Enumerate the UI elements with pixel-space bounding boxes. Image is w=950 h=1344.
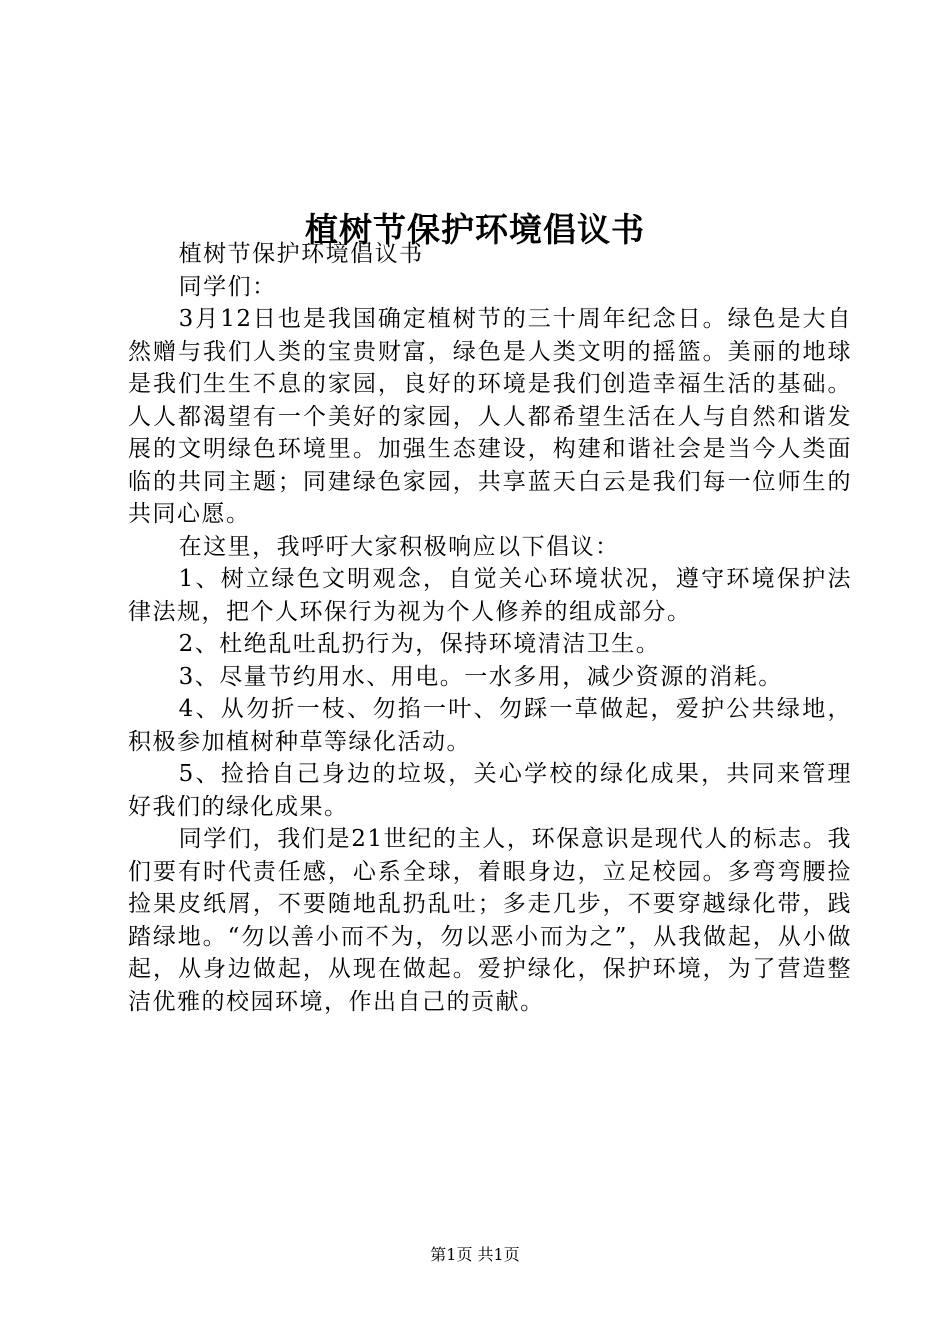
proposal-item-2: 2、杜绝乱吐乱扔行为，保持环境清洁卫生。 [178, 631, 661, 657]
proposal-item-4: 4、从勿折一枝、勿掐一叶、勿踩一草做起，爱护公共绿地，积极参加植树种草等绿化活动。 [128, 696, 852, 755]
page-number-footer: 第1页 共1页 [430, 1245, 520, 1264]
proposal-item-3: 3、尽量节约用水、用电。一水多用，减少资源的消耗。 [178, 663, 783, 690]
closing-paragraph: 同学们，我们是21世纪的主人，环保意识是现代人的标志。我们要有时代责任感，心系全球，着眼身边，立足校园。多弯弯腰捡捡果皮纸屑，不要随地乱扔乱吐；多走几步，不要穿越绿化带，践踏绿地。“勿以善小而不为，勿以恶小而为之”，从我做起，从小做起，从身边做起，从现在做起。爱护绿化，保护环境，为了营造整洁优雅的校园环境，作出自己的贡献。 [128, 826, 852, 1015]
call-to-action-paragraph: 在这里，我呼吁大家积极响应以下倡议： [178, 533, 620, 560]
intro-paragraph: 3月12日也是我国确定植树节的三十周年纪念日。绿色是大自然赠与我们人类的宝贵财富，绿色是人类文明的摇篮。美丽的地球是我们生生不息的家园，良好的环境是我们创造幸福生活的基础。人人都渴望有一个美好的家园，人人都希望生活在人与自然和谐发展的文明绿色环境里。加强生态建设，构建和谐社会是当今人类面临的共同主题；同建绿色家园，共享蓝天白云是我们每一位师生的共同心愿。 [128, 306, 852, 527]
proposal-item-1: 1、树立绿色文明观念，自觉关心环境状况，遵守环境保护法律法规，把个人环保行为视为个人修养的组成部分。 [128, 566, 852, 625]
proposal-item-5: 5、捡拾自己身边的垃圾，关心学校的绿化成果，共同来管理好我们的绿化成果。 [128, 761, 852, 820]
document-body [128, 238, 852, 1018]
document-title: 植树节保护环境倡议书 [305, 210, 645, 250]
salutation-paragraph: 同学们： [178, 273, 277, 300]
subtitle-paragraph: 植树节保护环境倡议书 [178, 241, 424, 267]
